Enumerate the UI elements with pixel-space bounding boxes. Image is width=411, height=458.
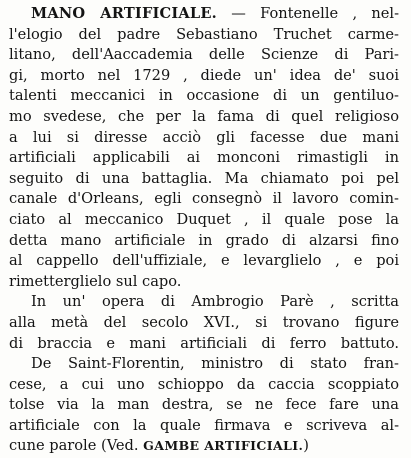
article-line: cese, a cui uno schioppo da caccia scoppiato [9,375,399,393]
article-line: l'elogio del padre Sebastiano Truchet carme- [9,25,399,43]
article-line: a lui si diresse acciò gli facesse due mani [9,128,399,146]
article-line: ciato al meccanico Duquet , il quale pose la [9,210,399,228]
article-line: mo svedese, che per la fama di quel religioso [9,107,399,125]
article-line: di braccia e mani artificiali di ferro battuto. [9,334,399,352]
article-line: seguito di una battaglia. Ma chiamato poi pel [9,169,399,187]
article-line-last [9,436,399,457]
article-line: artificiale con la quale firmava e scriveva al- [9,416,399,434]
article-line: detta mano artificiale in grado di alzarsi fino [9,231,399,249]
article-text: ) [303,437,309,455]
article-line: tolse via la man destra, se ne fece fare una [9,396,399,414]
article-line: artificiali applicabili ai monconi rimastigli in [9,149,399,167]
article-line-1 [9,4,399,25]
article-line: litano, dell'Aaccademia delle Scienze di Pari- [9,46,399,64]
article-line: De Saint-Florentin, ministro di stato fran- [31,355,399,373]
article-line: rimetterglielo sul capo. [9,272,182,290]
article-line: alla metà del secolo XVI., si trovano figure [9,313,399,331]
article-line: al cappello dell'uffiziale, e levarglielo , e poi [9,252,399,270]
cross-reference: GAMBE ARTIFICIALI. [143,438,304,454]
article-text: — Fontenelle , nel- [216,5,399,22]
article-line: gi, morto nel 1729 , diede un' idea de' suoi [9,66,399,84]
article-body [9,4,399,457]
article-line: talenti meccanici in occasione di un gentiluo- [9,87,399,105]
article-line: In un' opera di Ambrogio Parè , scritta [31,293,399,311]
article-heading: MANO ARTIFICIALE. [31,5,217,22]
article-text: cune parole (Ved. [9,437,144,455]
article-line: canale d'Orleans, egli consegnò il lavoro comin- [9,190,399,208]
